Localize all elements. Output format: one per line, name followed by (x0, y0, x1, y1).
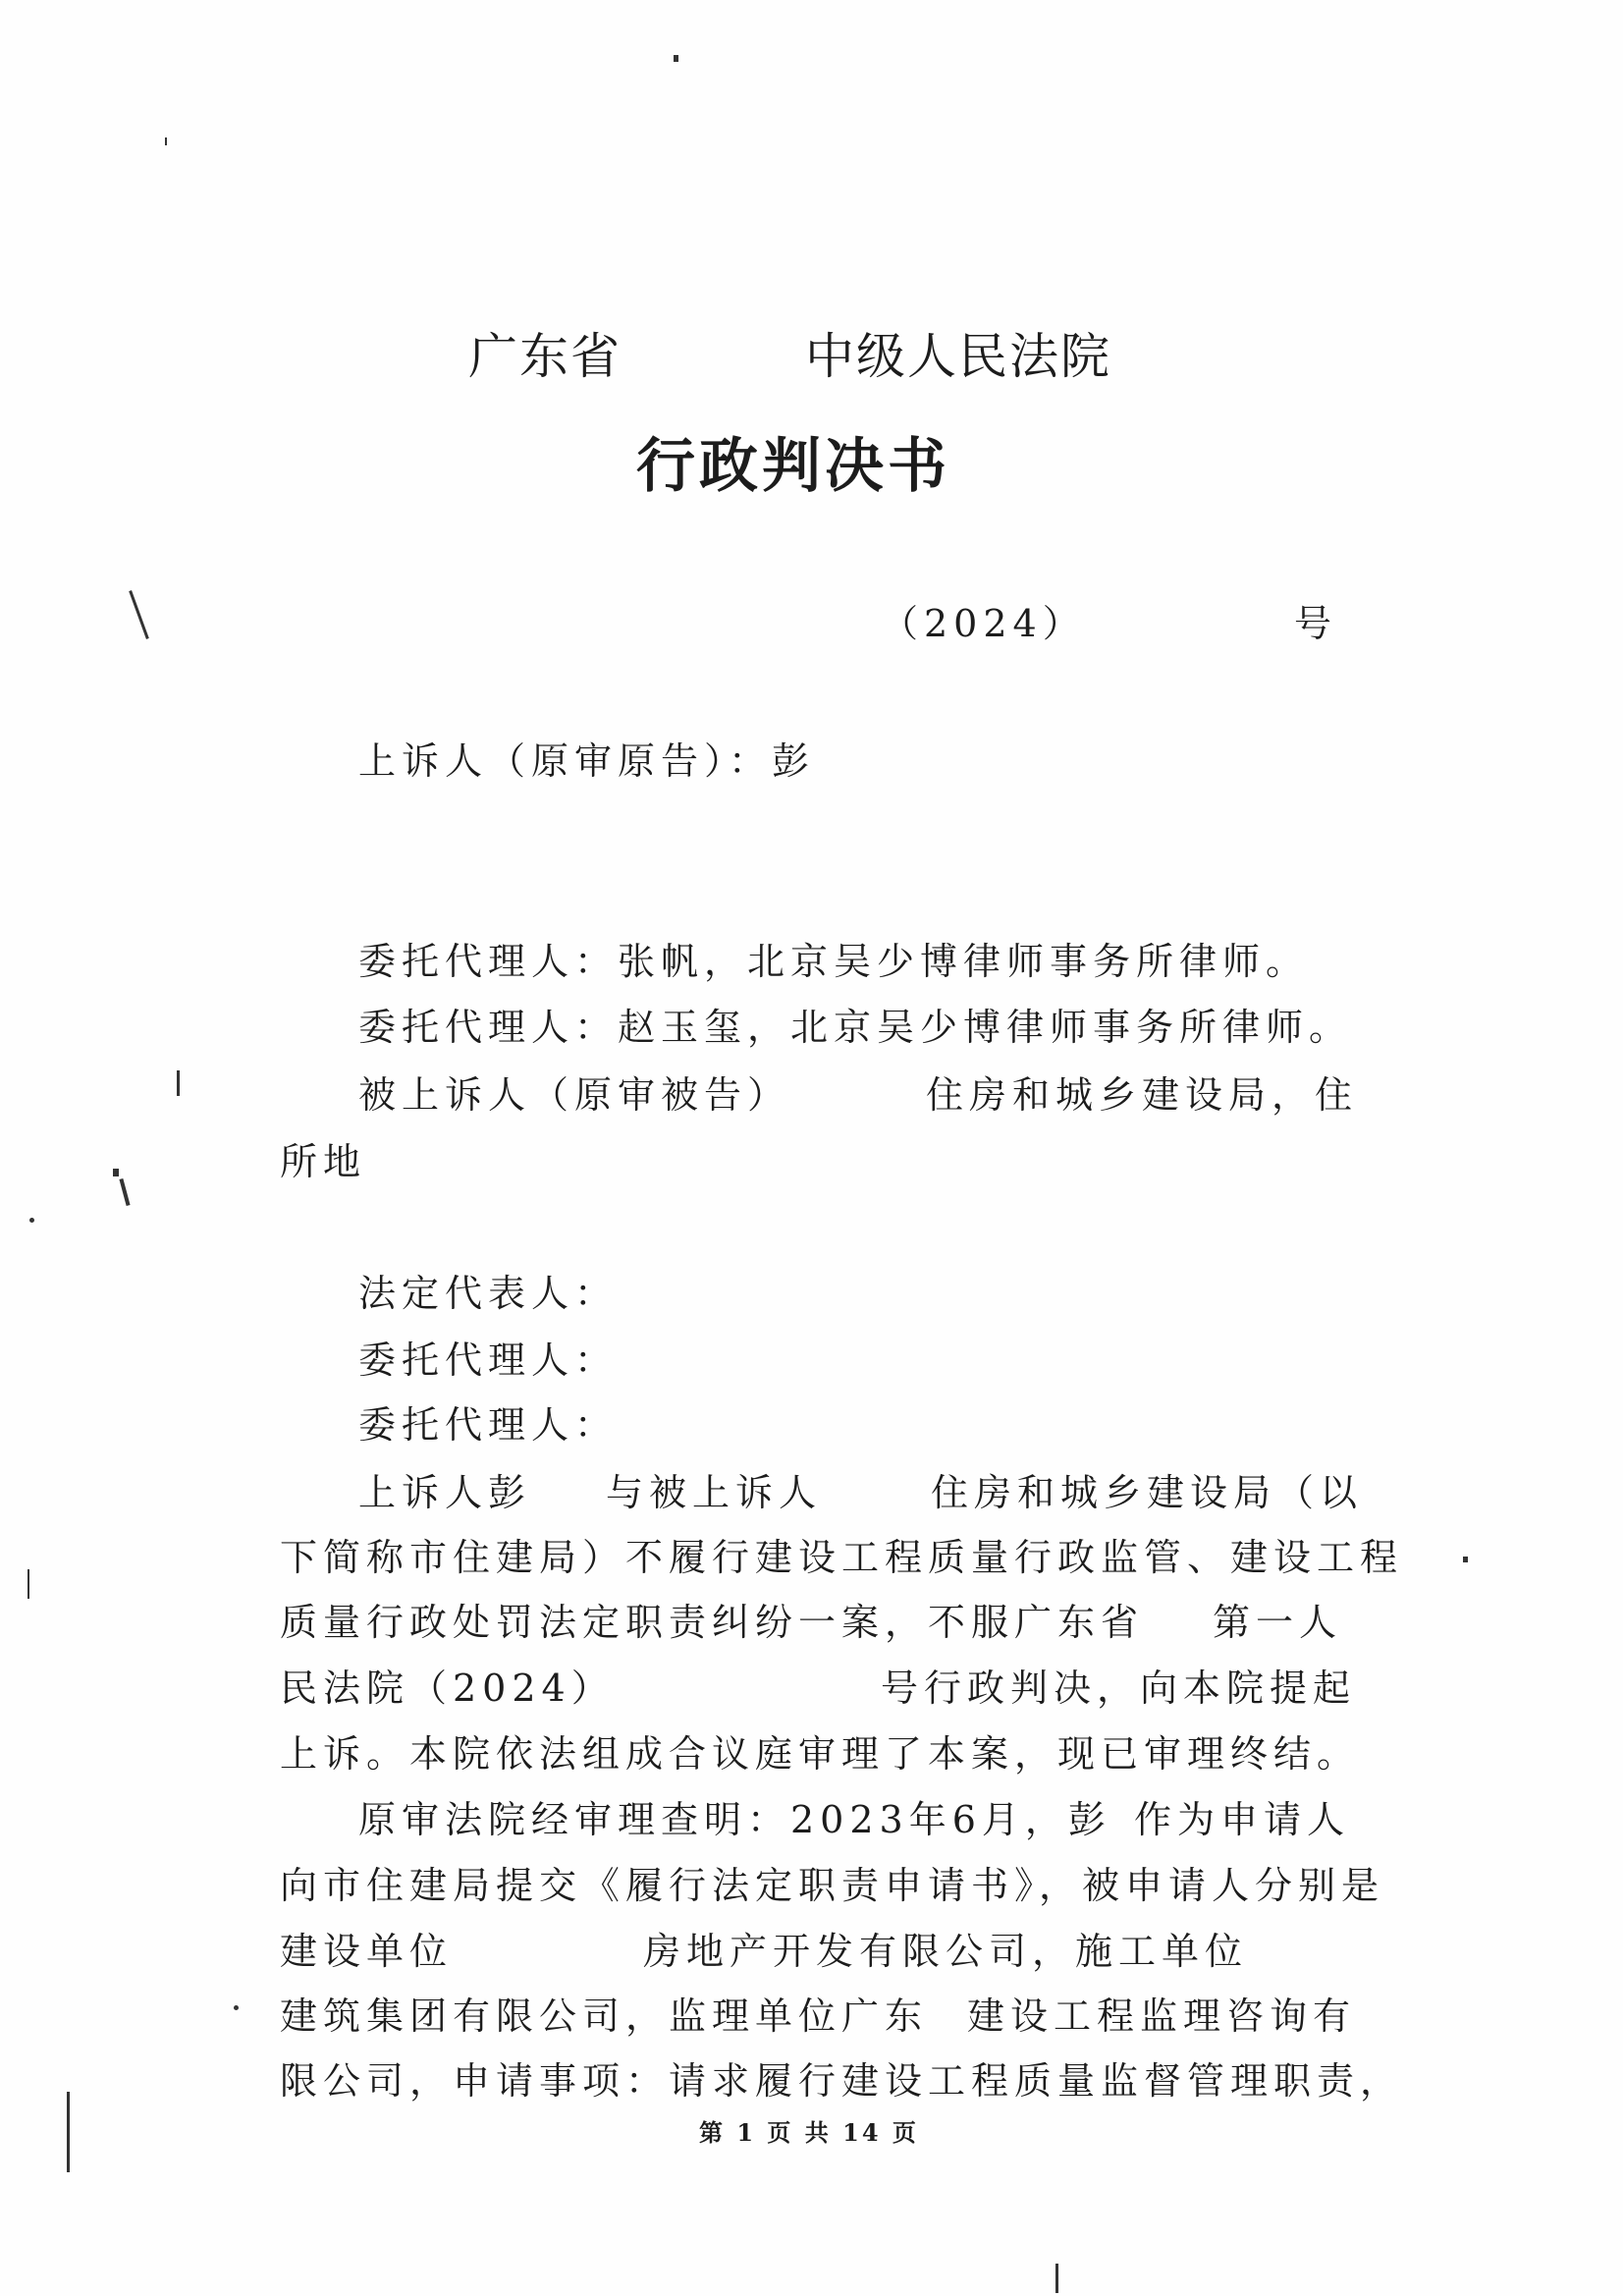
para1-line3-b: 第一人 (1213, 1601, 1343, 1644)
para1-line1-b: 与被上诉人 (606, 1471, 823, 1514)
para1-line3-a: 质量行政处罚法定职责纠纷一案，不服广东省 (280, 1601, 1145, 1644)
para2-line3-a: 建设单位 (280, 1930, 454, 1973)
para1-line4-b: 号行政判决，向本院提起 (881, 1667, 1357, 1710)
case-number-year: （2024） (881, 602, 1086, 645)
scan-speck (119, 1178, 130, 1206)
scan-speck (234, 2005, 239, 2010)
para1-line1-a: 上诉人彭 (358, 1471, 532, 1514)
agent-line-1: 委托代理人：张帆，北京吴少博律师事务所律师。 (358, 940, 1310, 983)
para2-line1-a: 原审法院经审理查明：2023年6月，彭 (358, 1798, 1111, 1841)
court-name-court: 中级人民法院 (805, 328, 1111, 385)
appellee-line-name: 住房和城乡建设局，住 (926, 1073, 1359, 1117)
para1-line5: 上诉。本院依法组成合议庭审理了本案，现已审理终结。 (280, 1732, 1361, 1776)
legal-representative: 法定代表人： (358, 1272, 619, 1315)
appellee-address: 所地 (280, 1140, 367, 1183)
scan-speck (27, 1569, 29, 1599)
para1-line1-c: 住房和城乡建设局（以 (931, 1471, 1364, 1514)
scan-speck (165, 137, 167, 145)
appellee-agent-2: 委托代理人： (358, 1403, 619, 1447)
document-title: 行政判决书 (636, 432, 950, 501)
para1-line4-a: 民法院（2024） (280, 1667, 615, 1710)
case-number-suffix: 号 (1294, 602, 1338, 645)
para1-line2: 下简称市住建局）不履行建设工程质量行政监管、建设工程 (280, 1536, 1404, 1579)
page-footer: 第 1 页 共 14 页 (699, 2118, 919, 2147)
court-name-province: 广东省 (468, 328, 622, 385)
scan-speck (1463, 1557, 1468, 1562)
scan-speck (113, 1169, 119, 1176)
para2-line1-b: 作为申请人 (1134, 1798, 1351, 1841)
appellee-line-prefix: 被上诉人（原审被告） (358, 1073, 791, 1117)
appellant-line: 上诉人（原审原告）：彭 (358, 739, 816, 783)
scan-speck (29, 1218, 34, 1223)
para2-line5: 限公司，申请事项：请求履行建设工程质量监督管理职责， (280, 2059, 1404, 2103)
agent-line-2: 委托代理人：赵玉玺，北京吴少博律师事务所律师。 (358, 1006, 1353, 1049)
scan-speck (674, 55, 678, 62)
scan-speck (67, 2092, 70, 2172)
scan-speck (129, 590, 149, 639)
para2-line2: 向市住建局提交《履行法定职责申请书》，被申请人分别是 (280, 1864, 1385, 1907)
para2-line4-a: 建筑集团有限公司，监理单位广东 (280, 1995, 929, 2038)
para2-line3-b: 房地产开发有限公司，施工单位 (643, 1930, 1249, 1973)
appellee-agent-1: 委托代理人： (358, 1339, 619, 1382)
scan-speck (1055, 2264, 1058, 2293)
scan-speck (177, 1070, 180, 1096)
para2-line4-b: 建设工程监理咨询有 (967, 1995, 1357, 2038)
